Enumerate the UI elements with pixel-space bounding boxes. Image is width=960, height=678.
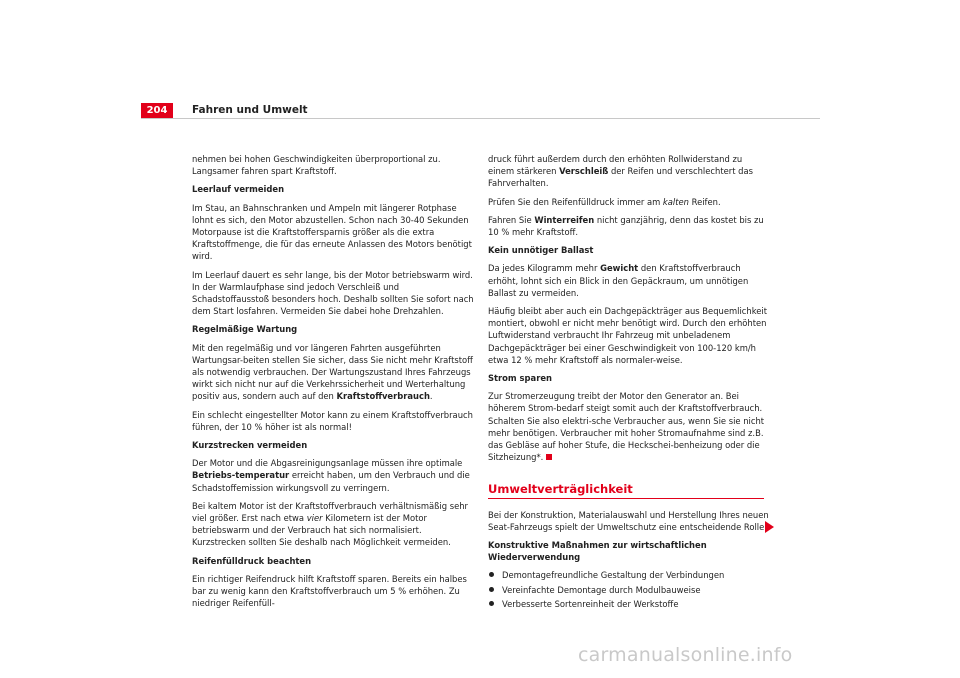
paragraph: Der Motor und die Abgasreinigungsanlage müssen ihre optimale Betriebs-temperatur erreicht haben, um den Verbrauch und die Schadstoffemission wirkungsvoll zu verringern. [192,458,470,493]
heading-konstruktiv: Konstruktive Maßnahmen zur wirtschaftlichen Wiederverwendung [488,540,707,563]
list-item: Verbesserte Sortenreinheit der Werkstoffe [488,598,770,610]
heading-strom: Strom sparen [488,373,552,384]
paragraph: Im Leerlauf dauert es sehr lange, bis der Motor betriebswarm wird. In der Warmlaufphase sind jedoch Verschleiß und Schadstoffausstoß besonders hoch. Deshalb sollten Sie sofort nach dem Start losfahren. Vermeiden Sie dabei hohe Drehzahlen. [192,269,474,317]
paragraph: Da jedes Kilogramm mehr Gewicht den Kraftstoffverbrauch erhöht, lohnt sich ein Blick in den Gepäckraum, um unnötigen Ballast zu vermeiden. [488,263,749,298]
paragraph: Bei der Konstruktion, Materialauswahl und Herstellung Ihres neuen Seat-Fahrzeugs spielt der Umweltschutz eine entscheidende Rolle. [488,509,769,532]
paragraph: Zur Stromerzeugung treibt der Motor den Generator an. Bei höherem Strom-bedarf steigt somit auch der Kraftstoffverbrauch. Schalten Sie also elektri-sche Verbraucher aus, wenn Sie sie nicht mehr benötigen. Verbraucher mit hoher Stromaufnahme sind z.B. das Gebläse auf hoher Stufe, die Heckschei-benheizung oder die Sitzheizung*. [488,391,765,463]
bullet-icon [489,601,494,606]
paragraph: druck führt außerdem durch den erhöhten Rollwiderstand zu einem stärkeren Verschleiß der Reifen und verschlechtert das Fahrverhalten. [488,154,753,189]
bullet-icon [489,572,494,577]
bullet-list [488,569,770,610]
paragraph: Prüfen Sie den Reifenfülldruck immer am kalten Reifen. [488,196,721,207]
header-divider [141,118,820,119]
heading-ballast: Kein unnötiger Ballast [488,245,594,256]
paragraph: Im Stau, an Bahnschranken und Ampeln mit längerer Rotphase lohnt es sich, den Motor abzustellen. Schon nach 30-40 Sekunden Motorpause ist die Kraftstoffersparnis größer als die extra Kraftstoffmenge, die für das erneute Anlassen des Motors benötigt wird. [192,202,472,262]
list-item: Vereinfachte Demontage durch Modulbauweise [488,584,770,596]
bullet-icon [489,587,494,592]
paragraph: Ein richtiger Reifendruck hilft Kraftstoff sparen. Bereits ein halbes bar zu wenig kann den Kraftstoffverbrauch um 5 % erhöhen. Zu niedriger Reifenfüll- [192,573,467,609]
section-divider [488,498,764,499]
page-header-title: Fahren und Umwelt [192,104,308,116]
paragraph: Bei kaltem Motor ist der Kraftstoffverbrauch verhältnismäßig sehr viel größer. Erst nach etwa vier Kilometern ist der Motor betriebswarm und der Verbrauch hat sich normalisiert. Kurzstrecken sollten Sie deshalb nach Möglichkeit vermeiden. [192,500,468,548]
heading-leerlauf: Leerlauf vermeiden [192,184,285,195]
heading-wartung: Regelmäßige Wartung [192,324,298,335]
left-column [192,153,474,616]
paragraph: Ein schlecht eingestellter Motor kann zu einem Kraftstoffverbrauch führen, der 10 % höher ist als normal! [192,409,473,432]
section-title: Umweltverträglichkeit [488,482,633,497]
heading-reifen: Reifenfülldruck beachten [192,555,312,566]
list-item: Demontagefreundliche Gestaltung der Verbindungen [488,569,770,581]
watermark: carmanualsonline.info [578,644,793,666]
paragraph: Fahren Sie Winterreifen nicht ganzjährig, denn das kostet bis zu 10 % mehr Kraftstoff. [488,214,764,238]
right-column [488,153,770,612]
paragraph: Häufig bleibt aber auch ein Dachgepäckträger aus Bequemlichkeit montiert, obwohl er nicht mehr benötigt wird. Durch den erhöhten Luftwiderstand verbraucht Ihr Fahrzeug mit unbeladenem Dachgepäckträger bei einer Geschwindigkeit von 100-120 km/h etwa 12 % mehr Kraftstoff als normaler-weise. [488,306,768,365]
paragraph: Mit den regelmäßig und vor längeren Fahrten ausgeführten Wartungsar-beiten stellen Sie sicher, dass Sie nicht mehr Kraftstoff als notwendig verbrauchen. Der Wartungszustand Ihres Fahrzeugs wirkt sich nicht nur auf die Verkehrssicherheit und Werterhaltung positiv aus, sondern auch auf den Kraftstoffverbrauch. [192,342,473,402]
end-of-section-icon [546,454,552,460]
next-page-arrow-icon[interactable] [765,521,774,533]
paragraph: nehmen bei hohen Geschwindigkeiten überproportional zu. Langsamer fahren spart Kraftstoff. [192,154,441,177]
page-number: 204 [141,103,173,119]
heading-kurzstrecken: Kurzstrecken vermeiden [192,440,308,451]
